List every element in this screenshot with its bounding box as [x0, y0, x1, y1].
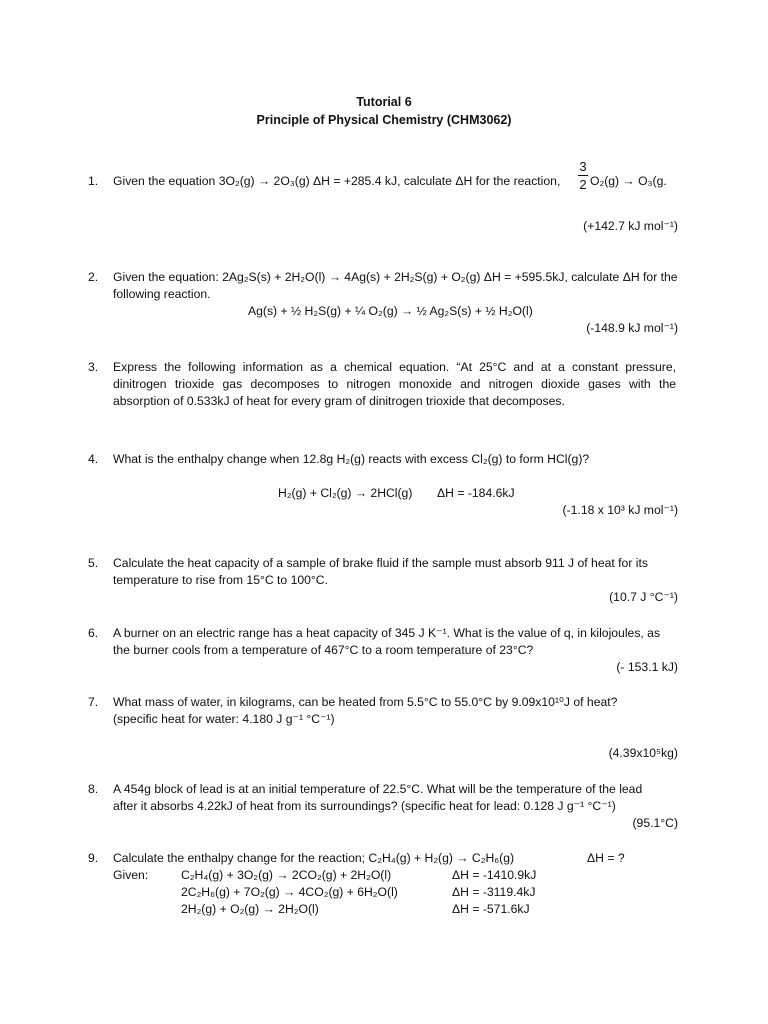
answer: (-1.18 x 10³ kJ mol⁻¹)	[562, 503, 678, 517]
enthalpy-value: ΔH = -184.6kJ	[437, 486, 515, 500]
reaction-equation: H₂(g) + Cl₂(g) → 2HCl(g)	[278, 486, 413, 500]
question-text: Calculate the heat capacity of a sample of brake fluid if the sample must absorb 911 J of heat for its	[113, 556, 648, 570]
question-text: after it absorbs 4.22kJ of heat from its surroundings? (specific heat for lead: 0.128 J g⁻¹ °C⁻¹)	[113, 799, 616, 813]
question-text: temperature to rise from 15°C to 100°C.	[113, 573, 328, 587]
question-number: 5.	[88, 556, 99, 570]
question-text: dinitrogen trioxide gas decomposes to nitrogen monoxide and nitrogen dioxide gases with the	[113, 377, 676, 391]
question-number: 3.	[88, 360, 99, 374]
question-number: 8.	[88, 782, 99, 796]
question-number: 6.	[88, 626, 99, 640]
given-reaction: 2C₂H₆(g) + 7O₂(g) → 4CO₂(g) + 6H₂O(l)	[181, 885, 398, 899]
question-text: following reaction.	[113, 287, 211, 301]
fraction-numerator: 3	[579, 159, 587, 174]
question-text: Given the equation: 2Ag₂S(s) + 2H₂O(l) → 4Ag(s) + 2H₂S(g) + O₂(g) ΔH = +595.5kJ, calculate ΔH for the	[113, 270, 678, 284]
given-reaction: 2H₂(g) + O₂(g) → 2H₂O(l)	[181, 902, 319, 916]
document-title: Tutorial 6	[356, 95, 412, 109]
question-number: 1.	[88, 174, 99, 188]
question-text: (specific heat for water: 4.180 J g⁻¹ °C⁻¹)	[113, 712, 335, 726]
given-label: Given:	[113, 868, 149, 882]
given-enthalpy: ΔH = -571.6kJ	[452, 902, 530, 916]
enthalpy-value: ΔH = ?	[587, 851, 625, 865]
question-text: A burner on an electric range has a heat capacity of 345 J K⁻¹. What is the value of q, in kilojoules, as	[113, 626, 661, 640]
question-text: What is the enthalpy change when 12.8g H₂(g) reacts with excess Cl₂(g) to form HCl(g)?	[113, 452, 590, 466]
question-text: Express the following information as a chemical equation. “At 25°C and at a constant pressure,	[113, 360, 676, 374]
question-text: Given the equation 3O₂(g) → 2O₃(g) ΔH = +285.4 kJ, calculate ΔH for the reaction,	[113, 174, 561, 188]
question-text: What mass of water, in kilograms, can be heated from 5.5°C to 55.0°C by 9.09x10¹⁰J of heat?	[113, 695, 618, 709]
answer: (10.7 J °C⁻¹)	[609, 590, 678, 604]
reaction-equation: Ag(s) + ½ H₂S(g) + ¼ O₂(g) → ½ Ag₂S(s) + ½ H₂O(l)	[248, 304, 533, 318]
given-reaction: C₂H₄(g) + 3O₂(g) → 2CO₂(g) + 2H₂O(l)	[181, 868, 392, 882]
document-subtitle: Principle of Physical Chemistry (CHM3062)	[256, 113, 512, 127]
question-text: A 454g block of lead is at an initial temperature of 22.5°C. What will be the temperature of the lead	[113, 782, 643, 796]
given-enthalpy: ΔH = -3119.4kJ	[452, 885, 536, 899]
question-text-tail: O₂(g) → O₃(g.	[590, 174, 667, 188]
question-number: 2.	[88, 270, 99, 284]
fraction-bar	[578, 175, 588, 176]
question-text: absorption of 0.533kJ of heat for every gram of dinitrogen trioxide that decomposes.	[113, 394, 565, 408]
answer: (-148.9 kJ mol⁻¹)	[586, 321, 678, 335]
question-number: 4.	[88, 452, 99, 466]
answer: (4.39x10⁵kg)	[608, 746, 678, 760]
answer: (- 153.1 kJ)	[616, 660, 678, 674]
given-enthalpy: ΔH = -1410.9kJ	[452, 868, 537, 882]
question-number: 7.	[88, 695, 99, 709]
answer: (+142.7 kJ mol⁻¹)	[583, 219, 678, 233]
fraction-denominator: 2	[579, 177, 587, 192]
question-number: 9.	[88, 851, 99, 865]
question-text: the burner cools from a temperature of 467°C to a room temperature of 23°C?	[113, 643, 534, 657]
answer: (95.1°C)	[632, 816, 678, 830]
question-text: Calculate the enthalpy change for the reaction; C₂H₄(g) + H₂(g) → C₂H₆(g)	[113, 851, 515, 865]
